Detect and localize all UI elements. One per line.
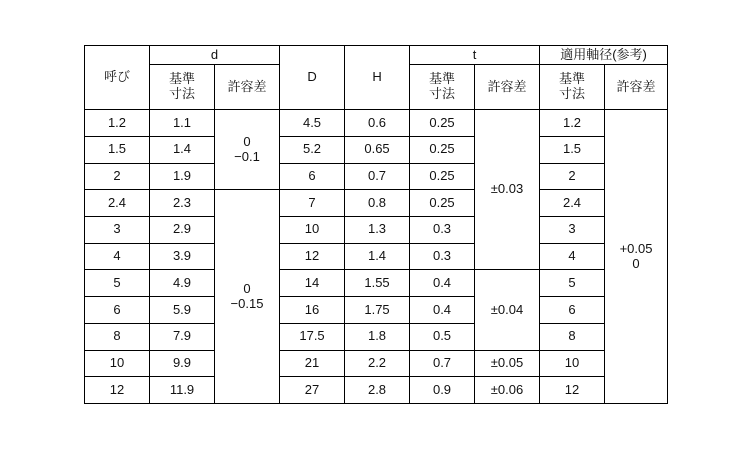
- header-basic-line1: 基準: [429, 71, 456, 87]
- dimension-table: [84, 45, 668, 404]
- cell-nominal: 3: [85, 217, 150, 244]
- table-row: [85, 190, 668, 217]
- cell-d-basic: 9.9: [150, 350, 215, 377]
- table-row: [85, 270, 668, 297]
- cell-t-basic: 0.25: [410, 163, 475, 190]
- cell-shaft-basic: 2: [540, 163, 605, 190]
- cell-nominal: 2: [85, 163, 150, 190]
- cell-H: 2.8: [345, 377, 410, 404]
- header-basic-line1: 基準: [168, 71, 195, 87]
- header-basic-line2: 寸法: [429, 86, 456, 102]
- header-t: t: [410, 46, 540, 65]
- table-row: [85, 377, 668, 404]
- cell-d-basic: 2.9: [150, 217, 215, 244]
- cell-D: 14: [280, 270, 345, 297]
- cell-D: 27: [280, 377, 345, 404]
- cell-shaft-basic: 1.5: [540, 137, 605, 164]
- header-t-basic: [410, 65, 475, 110]
- tolerance-upper: 0: [243, 133, 251, 149]
- cell-d-basic: 4.9: [150, 270, 215, 297]
- cell-shaft-basic: 5: [540, 270, 605, 297]
- cell-H: 1.8: [345, 323, 410, 350]
- cell-t-tolerance: ±0.06: [475, 377, 540, 404]
- table-row: [85, 297, 668, 324]
- header-D: D: [280, 46, 345, 110]
- cell-nominal: 8: [85, 323, 150, 350]
- cell-H: 0.65: [345, 137, 410, 164]
- cell-t-tolerance-group2: ±0.04: [475, 270, 540, 350]
- cell-D: 4.5: [280, 110, 345, 137]
- table-row: [85, 163, 668, 190]
- cell-H: 0.6: [345, 110, 410, 137]
- cell-nominal: 6: [85, 297, 150, 324]
- cell-d-basic: 1.1: [150, 110, 215, 137]
- tolerance-lower: −0.15: [230, 295, 264, 311]
- cell-H: 0.7: [345, 163, 410, 190]
- cell-H: 1.3: [345, 217, 410, 244]
- cell-t-basic: 0.25: [410, 110, 475, 137]
- cell-D: 17.5: [280, 323, 345, 350]
- cell-shaft-basic: 4: [540, 243, 605, 270]
- cell-t-tolerance: ±0.05: [475, 350, 540, 377]
- cell-nominal: 2.4: [85, 190, 150, 217]
- tolerance-upper: +0.05: [619, 240, 653, 256]
- cell-t-basic: 0.3: [410, 243, 475, 270]
- cell-d-tolerance-group2: [215, 190, 280, 404]
- table-row: [85, 217, 668, 244]
- header-basic-line2: 寸法: [168, 86, 195, 102]
- cell-d-basic: 7.9: [150, 323, 215, 350]
- cell-t-basic: 0.25: [410, 137, 475, 164]
- cell-shaft-basic: 1.2: [540, 110, 605, 137]
- cell-shaft-basic: 12: [540, 377, 605, 404]
- header-nominal: 呼び: [85, 46, 150, 110]
- cell-t-basic: 0.3: [410, 217, 475, 244]
- cell-D: 10: [280, 217, 345, 244]
- cell-d-basic: 5.9: [150, 297, 215, 324]
- cell-t-basic: 0.4: [410, 270, 475, 297]
- cell-shaft-basic: 2.4: [540, 190, 605, 217]
- cell-shaft-basic: 3: [540, 217, 605, 244]
- table-row: [85, 110, 668, 137]
- table-row: [85, 243, 668, 270]
- cell-shaft-basic: 10: [540, 350, 605, 377]
- header-basic-line1: 基準: [559, 71, 586, 87]
- cell-shaft-basic: 8: [540, 323, 605, 350]
- cell-d-basic: 3.9: [150, 243, 215, 270]
- cell-H: 1.55: [345, 270, 410, 297]
- cell-shaft-basic: 6: [540, 297, 605, 324]
- cell-t-basic: 0.5: [410, 323, 475, 350]
- header-shaft-basic: [540, 65, 605, 110]
- table-row: [85, 350, 668, 377]
- cell-shaft-tolerance: [605, 110, 668, 404]
- cell-t-basic: 0.7: [410, 350, 475, 377]
- cell-nominal: 1.5: [85, 137, 150, 164]
- cell-H: 1.4: [345, 243, 410, 270]
- cell-nominal: 5: [85, 270, 150, 297]
- cell-nominal: 12: [85, 377, 150, 404]
- cell-D: 16: [280, 297, 345, 324]
- cell-D: 21: [280, 350, 345, 377]
- cell-t-basic: 0.9: [410, 377, 475, 404]
- header-row-1: [85, 46, 668, 65]
- cell-H: 0.8: [345, 190, 410, 217]
- header-t-tolerance: 許容差: [475, 65, 540, 110]
- tolerance-lower: −0.1: [234, 148, 260, 164]
- header-d-basic: [150, 65, 215, 110]
- cell-nominal: 4: [85, 243, 150, 270]
- header-shaft-tolerance: 許容差: [605, 65, 668, 110]
- cell-D: 12: [280, 243, 345, 270]
- cell-d-basic: 11.9: [150, 377, 215, 404]
- cell-t-basic: 0.4: [410, 297, 475, 324]
- tolerance-upper: 0: [243, 280, 251, 296]
- cell-nominal: 1.2: [85, 110, 150, 137]
- cell-D: 7: [280, 190, 345, 217]
- table-row: [85, 137, 668, 164]
- cell-d-basic: 2.3: [150, 190, 215, 217]
- cell-d-tolerance-group1: [215, 110, 280, 190]
- cell-H: 2.2: [345, 350, 410, 377]
- cell-H: 1.75: [345, 297, 410, 324]
- header-basic-line2: 寸法: [559, 86, 586, 102]
- cell-t-tolerance-group1: ±0.03: [475, 110, 540, 270]
- cell-d-basic: 1.9: [150, 163, 215, 190]
- table-row: [85, 323, 668, 350]
- cell-D: 5.2: [280, 137, 345, 164]
- header-d: d: [150, 46, 280, 65]
- cell-nominal: 10: [85, 350, 150, 377]
- cell-t-basic: 0.25: [410, 190, 475, 217]
- cell-D: 6: [280, 163, 345, 190]
- header-H: H: [345, 46, 410, 110]
- header-shaft-diameter: 適用軸径(参考): [540, 46, 668, 65]
- tolerance-lower: 0: [632, 255, 640, 271]
- header-d-tolerance: 許容差: [215, 65, 280, 110]
- cell-d-basic: 1.4: [150, 137, 215, 164]
